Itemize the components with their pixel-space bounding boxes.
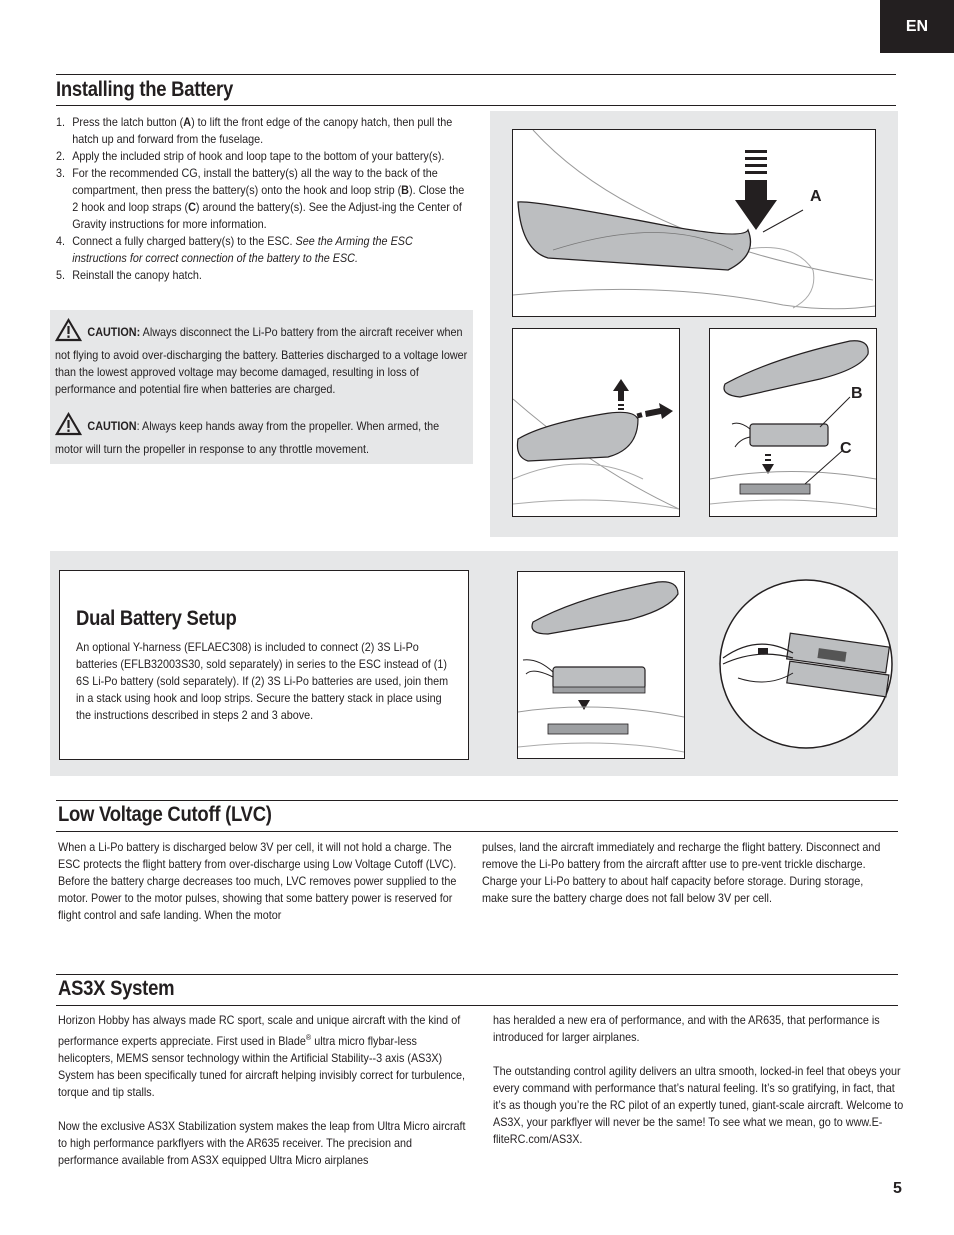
lvc-rule-top: [56, 800, 898, 801]
registered-mark: ®: [305, 1033, 312, 1042]
as3x-col2-wrap: [493, 1012, 953, 1148]
as3x-col1-p1: [58, 1012, 474, 1101]
as3x-col1-wrap: [58, 1012, 520, 1169]
as3x-col1-p1-a: Horizon Hobby has always made RC sport, scale and unique aircraft with the kind of performance experts appreciate. First used in Blade: [58, 1013, 461, 1048]
step-number: 3.: [56, 166, 66, 180]
installing-title: Installing the Battery: [56, 78, 233, 101]
step-number: 2.: [56, 149, 66, 163]
lvc-col2-wrap: [482, 839, 937, 907]
as3x-rule-top: [56, 974, 898, 975]
caution-2: [55, 412, 515, 458]
section-rule-top: [56, 74, 896, 75]
lvc-rule-bottom: [56, 831, 898, 832]
language-tab: EN: [880, 0, 954, 53]
lvc-col1-wrap: [58, 839, 508, 924]
lvc-title: Low Voltage Cutoff (LVC): [58, 803, 272, 826]
figure-harness-detail: [718, 578, 894, 750]
warning-triangle-icon: [55, 412, 82, 441]
step-item: [56, 148, 470, 165]
dual-text-wrap: [76, 639, 496, 724]
as3x-rule-bottom: [56, 1005, 898, 1006]
dual-text: An optional Y-harness (EFLAEC308) is included to connect (2) 3S Li-Po batteries (EFLB32003S30, sold separately) in series to the ESC instead of (1) 6S Li-Po battery (sold separately). If (2) 3S Li-Po batteries are used, join them in a stack using hook and loop strips. Secure the battery stack in place using the instructions described in steps 2 and 3 above.: [76, 640, 449, 722]
caution-1-label: CAUTION:: [87, 325, 141, 339]
installing-steps: [56, 114, 516, 284]
steps-list: [56, 114, 470, 284]
step-item: [56, 114, 470, 148]
figure-hatch-removal: [512, 328, 680, 517]
section-rule-bottom: [56, 105, 896, 106]
warning-triangle-icon: [55, 318, 82, 347]
step-item: [56, 165, 470, 233]
step-text: Reinstall the canopy hatch.: [72, 268, 202, 282]
figure-dual-battery-stack: [517, 571, 685, 759]
dual-battery-box: [59, 570, 469, 760]
step-number: 1.: [56, 115, 66, 129]
step-number: 5.: [56, 268, 66, 282]
step-item: [56, 233, 470, 267]
dual-title: Dual Battery Setup: [76, 607, 237, 630]
step-text: Connect a fully charged battery(s) to the ESC. See the Arming the ESC instructions for correct connection of the battery to the ESC.: [72, 234, 413, 265]
page-number: 5: [893, 1180, 902, 1197]
lvc-col1: When a Li-Po battery is discharged below 3V per cell, it will not hold a charge. The ESC protects the flight battery from over-discharge using Low Voltage Cutoff (LVC). Before the battery charge decreases too much, LVC removes power supplied to the motor. Power to the motor pulses, showing that some battery power is reserved for flight control and safe landing. When the motor: [58, 840, 457, 922]
step-text: For the recommended CG, install the battery(s) all the way to the back of the compartment, then press the battery(s) onto the hook and loop strip (B). Close the 2 hook and loop straps (C) around the battery(s). See the Adjust-ing the Center of Gravity instructions for more information.: [72, 166, 465, 231]
figure-battery-placement: [709, 328, 877, 517]
callout-a: A: [810, 188, 822, 205]
as3x-col2-p2: The outstanding control agility delivers an ultra smooth, locked-in feel that obeys your every command with performance that’s natural feeling. It’s so gratifying, in fact, that it’s as though you’re the RC pilot of an expertly tuned, giant-scale aircraft. Welcome to AS3X, your parkflyer will never be the same! To see what we mean, go to www.E-fliteRC.com/AS3X.: [493, 1064, 904, 1146]
callout-b: B: [851, 385, 863, 402]
battery-icon: [750, 424, 828, 446]
callout-c: C: [840, 440, 852, 457]
caution-1: [55, 318, 515, 398]
step-item: [56, 267, 470, 284]
as3x-col1-p1-b: ultra micro flybar-less helicopters, MEMS sensor technology within the Artificial Stability--3 axis (AS3X) System has been specifically tuned for aircraft helping invisibly correct for turbulence, torque and tip stalls.: [58, 1034, 465, 1099]
press-down-arrow-icon: [735, 150, 777, 230]
as3x-title: AS3X System: [58, 977, 175, 1000]
step-text: Press the latch button (A) to lift the front edge of the canopy hatch, then pull the hatch up and forward from the fuselage.: [72, 115, 453, 146]
caution-2-label: CAUTION: [87, 419, 137, 433]
step-text: Apply the included strip of hook and loop tape to the bottom of your battery(s).: [72, 149, 445, 163]
as3x-col1-p2: Now the exclusive AS3X Stabilization system makes the leap from Ultra Micro aircraft to high performance parkflyers with the AR635 receiver. The precision and performance available from AS3X equipped Ultra Micro airplanes: [58, 1119, 466, 1167]
caution-box: [50, 310, 473, 464]
forward-arrow-icon: [637, 403, 673, 419]
step-number: 4.: [56, 234, 66, 248]
figure-canopy-latch: [512, 129, 876, 317]
battery-icon: [553, 667, 645, 689]
caution-1-text: Always disconnect the Li-Po battery from the aircraft receiver when not flying to avoid over-discharging the battery. Batteries discharged to a voltage lower than the lowest approved voltage may become damaged, resulting in loss of performance and potential fire when batteries are charged.: [55, 325, 468, 396]
as3x-col2-p1: has heralded a new era of performance, and with the AR635, that performance is introduced for larger airplanes.: [493, 1013, 880, 1044]
caution-2-text: : Always keep hands away from the propeller. When armed, the motor will turn the propeller in response to any throttle movement.: [55, 419, 440, 456]
lvc-col2: pulses, land the aircraft immediately and recharge the flight battery. Disconnect and remove the Li-Po battery from the aircraft aftter use to pre-vent trickle discharge. Charge your Li-Po battery to about half capacity before storage. During storage, make sure the battery charge does not fall below 3V per cell.: [482, 840, 881, 905]
lift-up-arrow-icon: [613, 379, 629, 410]
